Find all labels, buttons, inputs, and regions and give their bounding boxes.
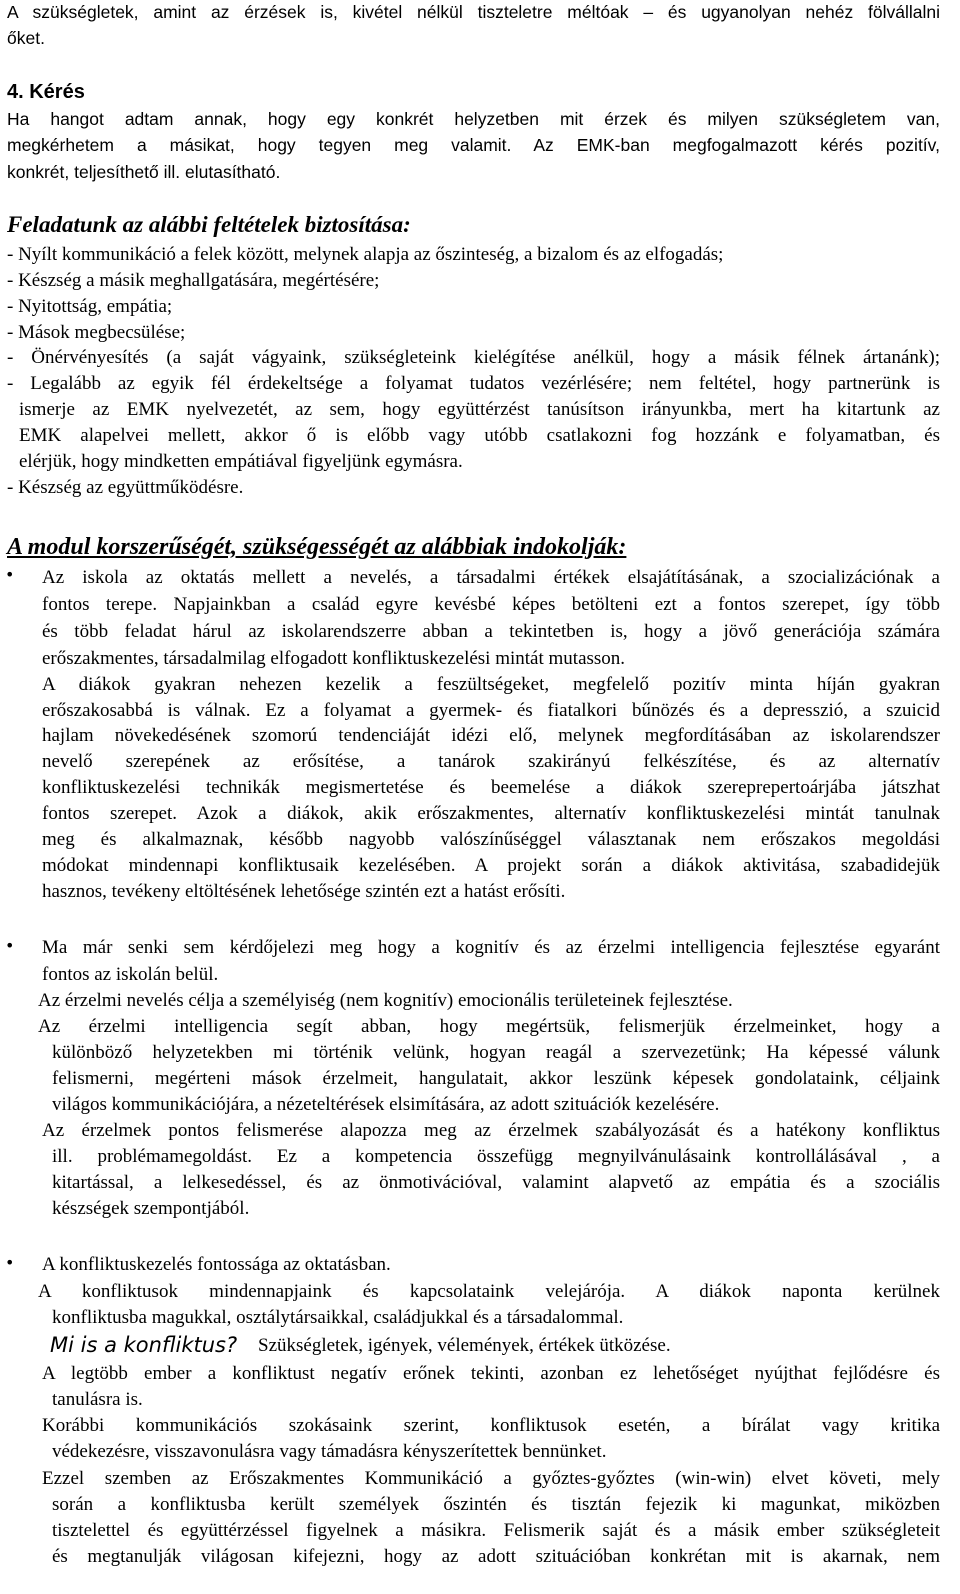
bullet2-line: kitartással, a lelkesedéssel, és az önmotivációval, valamint alapvető az empátia és a szociális [52,1172,940,1193]
bullet1-line: meg és alkalmaznak, később nagyobb valószínűséggel választanak nem erőszakos megoldási [42,829,940,850]
condition-item-cont: ismerje az EMK nyelvezetét, az sem, hogy együttérzést tanúsítson irányunkba, mert ha kitartunk az [19,399,940,420]
bullet3-line: A konfliktuskezelés fontossága az oktatásban. [42,1254,391,1275]
paragraph-line: megkérhetem a másikat, hogy tegyen meg valamit. Az EMK-ban megfogalmazott kérés pozitív, [7,135,940,155]
bullet3-line: A konfliktusok mindennapjaink és kapcsolataink velejárója. A diákok naponta kerülnek [38,1281,940,1302]
bullet1-line: A diákok gyakran nehezen kezelik a feszültségeket, megfelelő pozitív minta híján gyakran [42,674,940,695]
condition-item-cont: EMK alapelvei mellett, akkor ő is előbb vagy utóbb csatlakozni fog hozzánk e folyamatban, és [19,425,940,446]
bullet1-line: és több feladat hárul az iskolarendszerre abban a tekintetben is, hogy a jövő generációja számára [42,621,940,642]
bullet3-line: Szükségletek, igények, vélemények, értékek ütközése. [258,1335,671,1356]
condition-item-cont: elérjük, hogy mindketten empátiával figyeljünk egymásra. [19,451,463,472]
bullet3-line: során a konfliktusba került személyek őszintén és tisztán fejezik ki magunkat, miközben [52,1494,940,1515]
section-heading: 4. Kérés [7,81,85,103]
bullet3-line: Ezzel szemben az Erőszakmentes Kommunikáció a győztes-győztes (win-win) elvet követi, mely [42,1468,940,1489]
bullet1-line: fontos szerepet. Azok a diákok, akik erőszakmentes, alternatív konfliktuskezelési mintát tanulnak [42,803,940,824]
condition-item: - Mások megbecsülése; [7,322,186,343]
bullet3-line: konfliktusba magukkal, osztálytársaikkal, családjukkal és a társadalommal. [52,1307,624,1328]
bullet3-line: és megtanulják világosan kifejezni, hogy az adott szituációban konkrétan mit is akarnak, nem [52,1546,940,1567]
paragraph-line: Ha hangot adtam annak, hogy egy konkrét helyzetben mit érzek és milyen szükségletem van, [7,109,940,129]
condition-item: - Készség a másik meghallgatására, megértésére; [7,270,380,291]
condition-item: - Készség az együttműködésre. [7,477,244,498]
intro-line: őket. [7,28,45,48]
intro-line: A szükségletek, amint az érzések is, kivétel nélkül tiszteletre méltóak – és ugyanolyan nehéz fölvállalni [7,2,940,22]
bullet1-line: módokat mindennapi konfliktusaik kezelésében. A projekt során a diákok aktivitása, szabadidejük [42,855,940,876]
bullet2-line: készségek szempontjából. [52,1198,250,1219]
bullet2-line: világos kommunikációjára, a nézeteltérések elsimítására, az adott szituációk kezelésére. [52,1094,720,1115]
bullet2-line: fontos az iskolán belül. [42,964,219,985]
bullet1-line: erőszakmentes, társadalmilag elfogadott konfliktuskezelési mintát mutasson. [42,648,626,669]
bullet2-line: különböző helyzetekben mi történik velünk, hogyan reagál a szervezetünk; Ha képessé válunk [52,1042,940,1063]
bullet3-line: Korábbi kommunikációs szokásaink szerint, konfliktusok esetén, a bírálat vagy kritika [42,1415,940,1436]
bullet1-line: nevelő szerepének az erősítése, a tanárok szakirányú felkészítése, és az alternatív [42,751,940,772]
bullet2-line: Ma már senki sem kérdőjelezi meg hogy a kognitív és az érzelmi intelligencia fejlesztése egyaránt [42,937,940,958]
bullet1-line: erőszakosabbá is válnak. Ez a folyamat a gyermek- és fiatalkori bűnözés és a depresszió, a szuicid [42,700,940,721]
bullet1-line: Az iskola az oktatás mellett a nevelés, a társadalmi értékek elsajátításának, a szocializációnak a [42,567,940,588]
bullet-icon: • [5,1253,15,1272]
conflict-question: Mi is a konfliktus? [50,1333,238,1357]
condition-item: - Önérvényesítés (a saját vágyaink, szükségleteink kielégítése anélkül, hogy a másik félnek ártanánk); [7,347,940,368]
bullet-icon: • [5,936,15,955]
bullet1-line: konfliktuskezelési technikák megismertetése és beemelése a diákok szereprepertoárjába játszhat [42,777,940,798]
bullet2-line: Az érzelmi intelligencia segít abban, hogy megértsük, felismerjük érzelmeinket, hogy a [38,1016,940,1037]
bullet3-line: tanulásra is. [52,1389,143,1410]
bullet3-line: A legtöbb ember a konfliktust negatív erőnek tekinti, azonban ez lehetőséget nyújthat fejlődésre és [42,1363,940,1384]
condition-item: - Nyílt kommunikáció a felek között, melynek alapja az őszinteség, a bizalom és az elfogadás; [7,244,724,265]
bullet2-line: felismerni, megérteni mások érzelmeit, hangulatait, akkor leszünk képesek gondolataink, céljaink [52,1068,940,1089]
bullet-icon: • [5,565,15,584]
bullet2-line: ill. problémamegoldást. Ez a kompetencia összefügg megnyilvánulásaink kontrollálásával , a [52,1146,940,1167]
bullet3-line: védekezésre, visszavonulásra vagy támadásra kényszerítettek bennünket. [52,1441,607,1462]
bullet3-line: tisztelettel és együttérzéssel figyelnek a másikra. Felismerik saját és a másik ember szükségleteit [52,1520,940,1541]
bullet2-line: Az érzelmek pontos felismerése alapozza meg az érzelmek szabályozását és a hatékony konfliktus [42,1120,940,1141]
bullet1-line: hasznos, tevékeny eltöltésének lehetősége szintén ezt a hatást erősíti. [42,881,566,902]
bullet2-line: Az érzelmi nevelés célja a személyiség (nem kognitív) emocionális területeinek fejlesztése. [38,990,733,1011]
paragraph-line: konkrét, teljesíthető ill. elutasítható. [7,162,281,182]
condition-item: - Legalább az egyik fél érdekeltsége a folyamat tudatos vezérlésére; nem feltétel, hogy partnerünk is [7,373,940,394]
module-heading: A modul korszerűségét, szükségességét az alábbiak indokolják: [7,534,627,560]
condition-item: - Nyitottság, empátia; [7,296,173,317]
bullet1-line: hajlam növekedésének szomorú tendenciáját idézi elő, melynek megfordításában az iskolarendszer [42,725,940,746]
conditions-heading: Feladatunk az alábbi feltételek biztosítása: [7,212,411,237]
bullet1-line: fontos terepe. Napjainkban a család egyre kevésbé képes betölteni ezt a fontos szerepet, így több [42,594,940,615]
